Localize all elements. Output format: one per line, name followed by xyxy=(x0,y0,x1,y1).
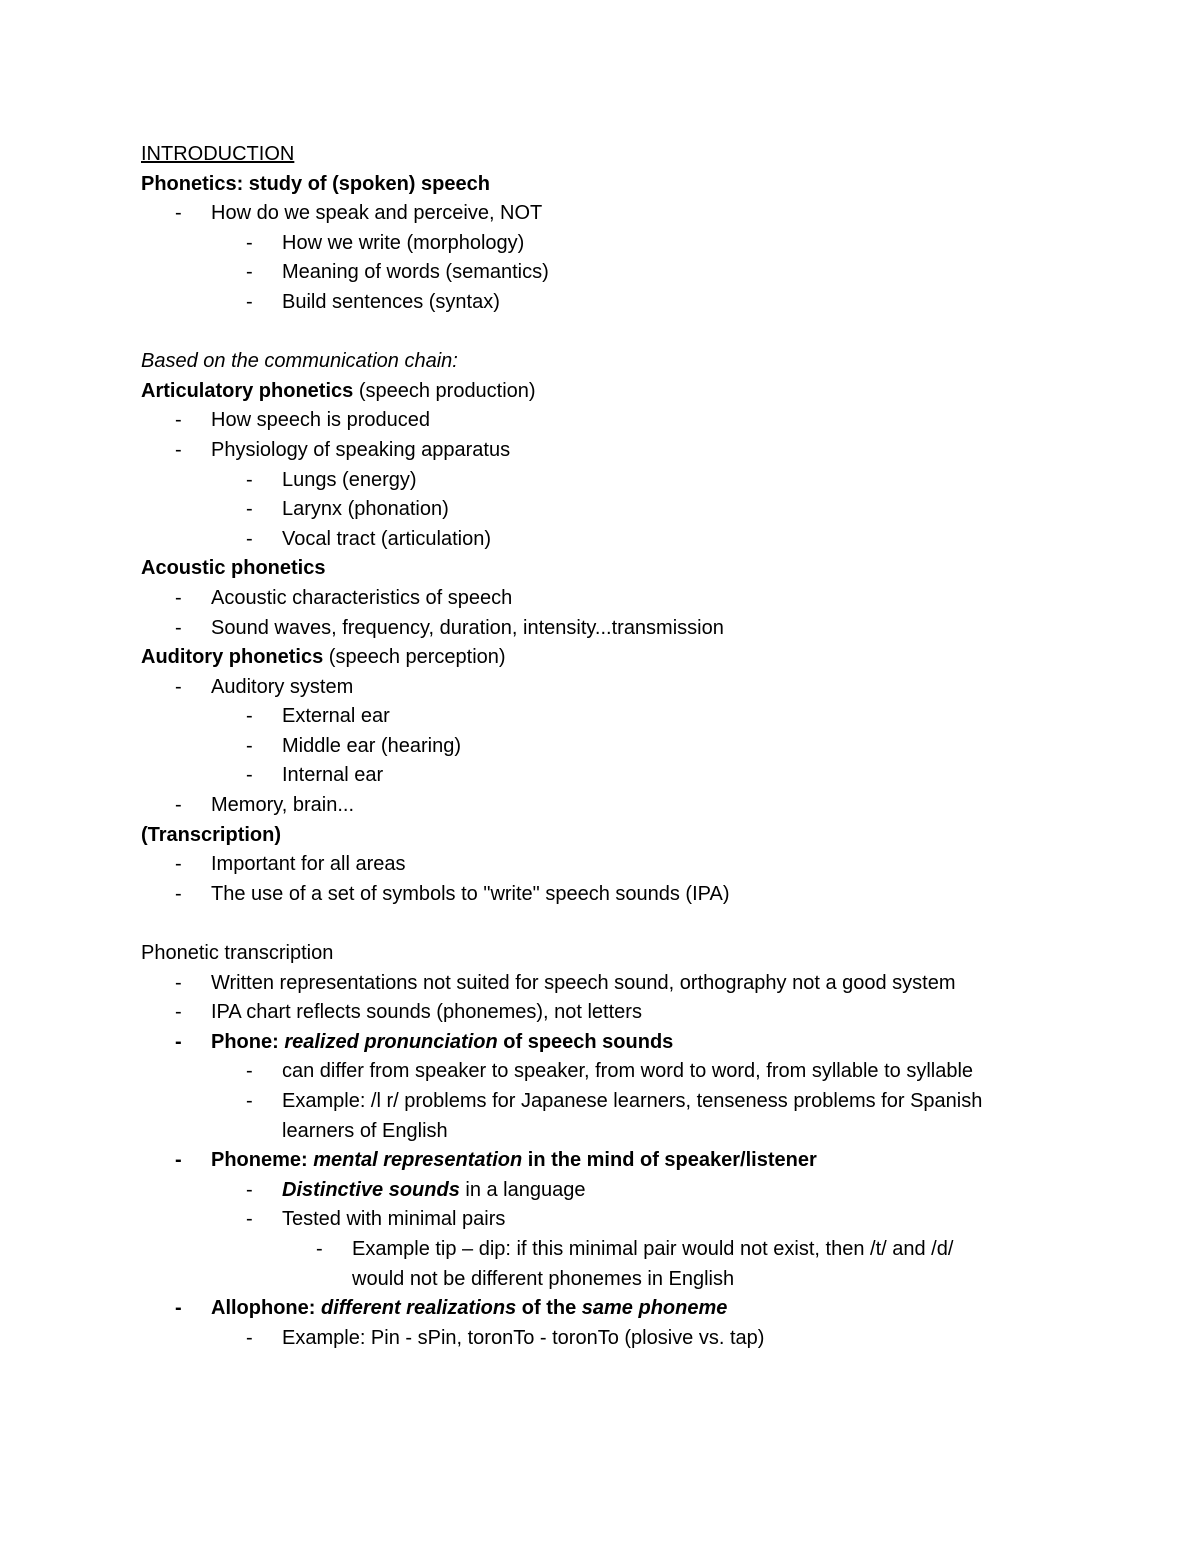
list-item xyxy=(141,998,1141,1028)
bullet-dash: - xyxy=(246,290,253,313)
bullet-dash: - xyxy=(246,1208,253,1231)
list-item-continuation xyxy=(141,1265,1141,1295)
list-item xyxy=(141,880,1141,910)
list-item-text: Lungs (energy) xyxy=(282,468,417,491)
phone-emphasis: realized pronunciation xyxy=(284,1030,498,1053)
list-item xyxy=(141,229,1141,259)
bullet-dash: - xyxy=(175,971,182,994)
bullet-dash: - xyxy=(246,231,253,254)
bullet-dash: - xyxy=(246,734,253,757)
bullet-dash: - xyxy=(175,1001,182,1024)
blank-line xyxy=(141,318,1141,348)
list-item xyxy=(141,1235,1141,1265)
list-item-text: Physiology of speaking apparatus xyxy=(211,438,511,461)
list-item-text: Memory, brain... xyxy=(211,794,354,817)
list-item xyxy=(141,614,1141,644)
bullet-dash: - xyxy=(246,1090,253,1112)
list-item-text: Middle ear (hearing) xyxy=(282,734,461,757)
list-item xyxy=(141,673,1141,703)
acoustic-title: Acoustic phonetics xyxy=(141,557,326,580)
bullet-dash: - xyxy=(246,468,253,491)
bullet-dash: - xyxy=(246,261,253,284)
list-item-text: How we write (morphology) xyxy=(282,231,525,254)
list-item xyxy=(141,969,1141,999)
bullet-dash: - xyxy=(246,705,253,728)
allophone-label: Allophone: xyxy=(211,1297,321,1320)
list-item xyxy=(141,791,1141,821)
list-item-continuation xyxy=(141,1117,1141,1147)
list-item xyxy=(141,702,1141,732)
articulatory-title xyxy=(141,377,1141,407)
phonetics-title: Phonetics: study of (spoken) speech xyxy=(141,172,490,195)
list-item xyxy=(141,436,1141,466)
allophone-mid: of the xyxy=(516,1297,582,1320)
list-item-text: The use of a set of symbols to "write" speech sounds (IPA) xyxy=(211,882,730,905)
phoneme-definition xyxy=(141,1146,1141,1176)
phone-rest: of speech sounds xyxy=(497,1030,674,1053)
list-item-text: Meaning of words (semantics) xyxy=(282,261,549,284)
bullet-dash: - xyxy=(175,438,182,461)
list-item-text: Important for all areas xyxy=(211,853,406,876)
bullet-dash: - xyxy=(175,409,182,432)
list-item-text: would not be different phonemes in English xyxy=(352,1267,735,1290)
auditory-title xyxy=(141,643,1141,673)
bullet-dash: - xyxy=(175,794,182,817)
bullet-dash: - xyxy=(175,853,182,876)
bullet-dash: - xyxy=(175,1149,182,1172)
list-item xyxy=(141,1057,1141,1087)
phoneme-label: Phoneme: xyxy=(211,1149,314,1172)
bullet-dash: - xyxy=(175,675,182,698)
list-item xyxy=(141,850,1141,880)
bullet-dash: - xyxy=(175,882,182,905)
bullet-dash: - xyxy=(175,616,182,639)
section-heading xyxy=(141,140,1141,170)
list-item-text: learners of English xyxy=(282,1119,448,1142)
list-item-text: Internal ear xyxy=(282,764,384,787)
bullet-dash: - xyxy=(246,1178,253,1201)
list-item-text: Example tip – dip: if this minimal pair would not exist, then /t/ and /d/ xyxy=(352,1237,954,1260)
bullet-dash: - xyxy=(246,527,253,550)
list-item-text: IPA chart reflects sounds (phonemes), not letters xyxy=(211,1001,642,1024)
list-item-text: Larynx (phonation) xyxy=(282,498,449,521)
list-item-text: Example: /l r/ problems for Japanese learners, tenseness problems for Spanish xyxy=(282,1090,983,1112)
allophone-emphasis-1: different realizations xyxy=(320,1297,517,1320)
list-item xyxy=(141,1205,1141,1235)
list-item-text: Vocal tract (articulation) xyxy=(282,527,491,550)
bullet-dash: - xyxy=(175,202,182,225)
bullet-dash: - xyxy=(316,1237,323,1260)
list-item xyxy=(141,584,1141,614)
list-item-text: Tested with minimal pairs xyxy=(282,1208,506,1231)
chain-intro: Based on the communication chain: xyxy=(141,350,458,373)
bullet-dash: - xyxy=(246,1060,253,1083)
list-item xyxy=(141,288,1141,318)
phone-label: Phone: xyxy=(211,1030,285,1053)
bullet-dash: - xyxy=(175,1030,182,1053)
list-item xyxy=(141,1087,1141,1117)
list-item xyxy=(141,199,1141,229)
list-item-text: can differ from speaker to speaker, from word to word, from syllable to syllable xyxy=(282,1060,974,1083)
list-item-text: Written representations not suited for speech sound, orthography not a good system xyxy=(211,971,956,994)
distinctive-emphasis: Distinctive sounds xyxy=(282,1178,460,1201)
document-body xyxy=(141,140,1141,1353)
bullet-dash: - xyxy=(246,1326,253,1349)
list-item xyxy=(141,761,1141,791)
list-item-text: Sound waves, frequency, duration, intensity...transmission xyxy=(211,616,724,639)
articulatory-title-bold: Articulatory phonetics xyxy=(141,379,354,402)
bullet-dash: - xyxy=(246,764,253,787)
auditory-title-rest: (speech perception) xyxy=(323,646,506,669)
list-item xyxy=(141,466,1141,496)
phonetic-transcription-title: Phonetic transcription xyxy=(141,942,334,965)
transcription-title: (Transcription) xyxy=(141,823,282,846)
phoneme-rest: in the mind of speaker/listener xyxy=(522,1149,817,1172)
bullet-dash: - xyxy=(175,1297,182,1320)
list-item-text: Build sentences (syntax) xyxy=(282,290,500,313)
list-item xyxy=(141,732,1141,762)
blank-line xyxy=(141,909,1141,939)
heading-text: INTRODUCTION xyxy=(141,143,295,165)
allophone-definition xyxy=(141,1294,1141,1324)
auditory-title-bold: Auditory phonetics xyxy=(141,646,324,669)
articulatory-title-rest: (speech production) xyxy=(353,379,536,402)
bullet-dash: - xyxy=(175,586,182,609)
list-item-text: in a language xyxy=(459,1178,586,1201)
phone-definition xyxy=(141,1028,1141,1058)
list-item xyxy=(141,1324,1141,1354)
list-item xyxy=(141,258,1141,288)
list-item-text: How do we speak and perceive, NOT xyxy=(211,202,543,225)
phoneme-emphasis: mental representation xyxy=(313,1149,523,1172)
list-item xyxy=(141,525,1141,555)
list-item-text: Auditory system xyxy=(211,675,354,698)
list-item-text: Acoustic characteristics of speech xyxy=(211,586,513,609)
list-item xyxy=(141,1176,1141,1206)
list-item-text: External ear xyxy=(282,705,390,728)
allophone-emphasis-2: same phoneme xyxy=(581,1297,728,1320)
list-item xyxy=(141,495,1141,525)
bullet-dash: - xyxy=(246,498,253,521)
list-item-text: Example: Pin - sPin, toronTo - toronTo (plosive vs. tap) xyxy=(282,1326,765,1349)
list-item xyxy=(141,406,1141,436)
list-item-text: How speech is produced xyxy=(211,409,431,432)
